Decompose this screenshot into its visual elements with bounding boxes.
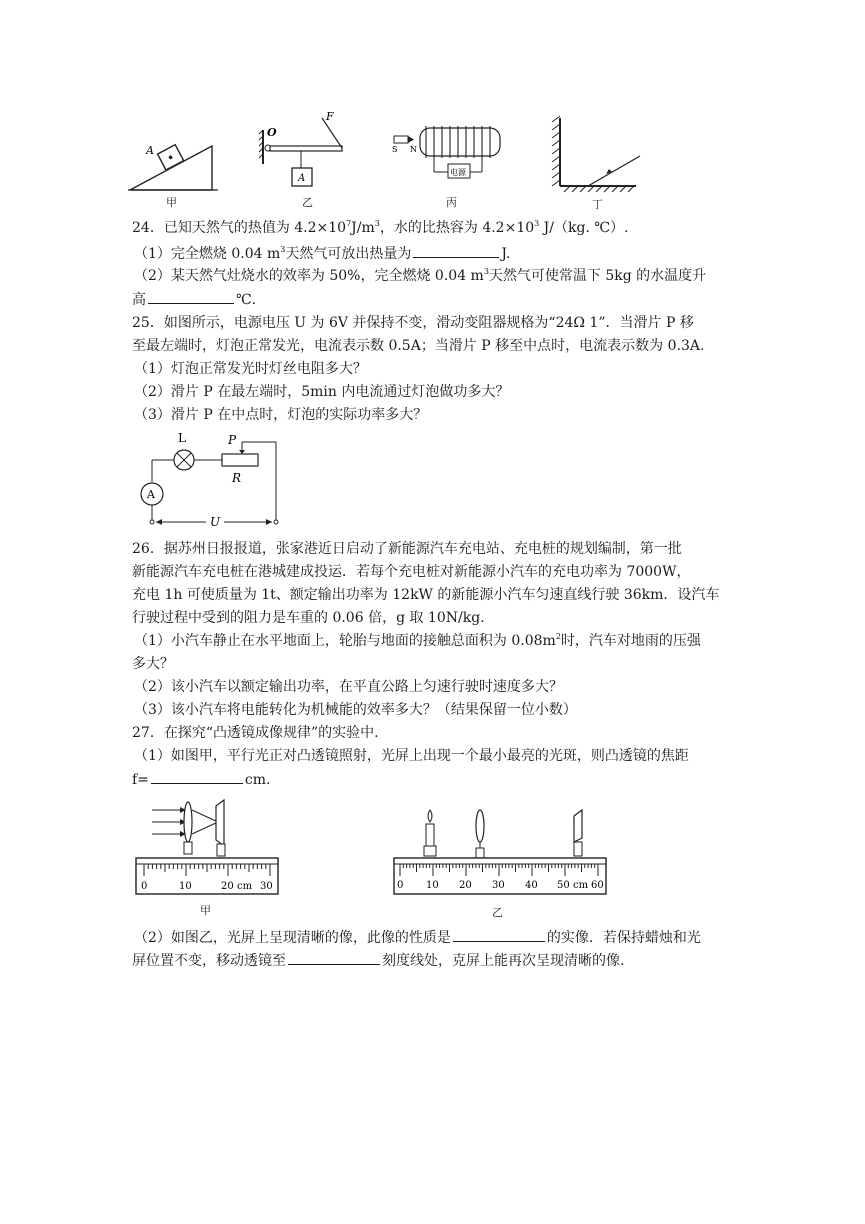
q26-line4: 行驶过程中受到的阻力是车重的 0.06 倍，g 取 10N/kg.	[132, 610, 485, 626]
force-label: F	[326, 110, 334, 123]
q26-part1-cont: 多大？	[132, 656, 174, 672]
caption-bing: 丙	[446, 196, 457, 209]
q27-part2: （2）如图乙，光屏上呈现清晰的像，此像的性质是 的实像．若保持蜡烛和光	[134, 927, 701, 948]
slider-label: P	[228, 433, 237, 447]
ruler-unit: cm	[573, 880, 589, 891]
optical-bench-diagram	[392, 808, 608, 900]
ruler-tick: 0	[397, 880, 404, 891]
q27-stem: 27．在探究“凸透镜成像规律”的实验中.	[132, 725, 379, 741]
q25-line1: 25．如图所示，电源电压 U 为 6V 并保持不变，滑动变阻器规格为“24Ω 1”．当滑片 P 移	[132, 315, 694, 331]
q25-circuit-figure	[134, 428, 294, 532]
q26-part1: （1）小汽车静止在水平地面上，轮胎与地面的接触总面积为 $0.08m^2$时，汽车对地雨的压强	[134, 632, 701, 649]
lamp-label: L	[178, 431, 186, 445]
q25-part2: （2）滑片 P 在最左端时，5min 内电流通过灯泡做功多大？	[134, 384, 510, 400]
q26-part2: （2）该小汽车以额定输出功率，在平直公路上匀速行驶时速度多大？	[134, 679, 563, 695]
ruler-tick: 20	[459, 880, 472, 891]
q27-part1: （1）如图甲，平行光正对凸透镜照射，光屏上出现一个最小最亮的光斑，则凸透镜的焦距	[134, 748, 689, 764]
q27-figure-jia	[134, 796, 280, 920]
circuit-diagram	[134, 428, 294, 532]
weight-label: A	[298, 173, 306, 184]
figure-incline-jia	[128, 112, 220, 212]
answer-blank[interactable]	[288, 950, 380, 965]
caption-ding: 丁	[592, 198, 603, 211]
caption-yi: 乙	[302, 196, 313, 209]
answer-blank[interactable]	[151, 769, 243, 784]
answer-blank[interactable]	[148, 289, 234, 304]
q26-part3: （3）该小汽车将电能转化为机械能的效率多大？（结果保留一位小数）	[134, 702, 577, 718]
q24-part1: （1）完全燃烧 0.04 $m^3$天然气可放出热量为 J.	[134, 245, 511, 262]
block-label: A	[146, 144, 154, 157]
figure-solenoid-bing	[390, 110, 510, 212]
focal-length-diagram	[134, 796, 280, 900]
caption-q27-jia: 甲	[200, 904, 211, 917]
q25-line2: 至最左端时，灯泡正常发光，电流表示数 0.5A；当滑片 P 移至中点时，电流表示数为 0.3A.	[132, 338, 705, 354]
ruler-tick: 30	[260, 881, 273, 892]
ruler-tick: 10	[179, 881, 192, 892]
q24-part2: （2）某天然气灶烧水的效率为 50%，完全燃烧 0.04 $m^3$天然气可使常温下 5kg 的水温度升	[134, 267, 707, 284]
ruler-tick: 30	[492, 880, 505, 891]
q26-line3: 充电 1h 可使质量为 1t、额定输出功率为 12kW 的新能源小汽车匀速直线行驶 36km．设汽车	[132, 587, 720, 603]
ammeter-label: A	[147, 488, 155, 501]
voltage-label: U	[210, 515, 221, 529]
answer-blank[interactable]	[413, 243, 499, 258]
q24-stem: 24．已知天然气的热值为 $4.2\times 10^7J/m^3$，水的比热容为 $4.2\times 10^3$ J/（kg. ℃）.	[132, 219, 629, 236]
ruler-unit: cm	[237, 881, 253, 892]
q26-line1: 26．据苏州日报报道，张家港近日启动了新能源汽车充电站、充电桩的规划编制，第一批	[132, 541, 682, 557]
q27-figure-yi	[392, 808, 608, 920]
answer-blank[interactable]	[453, 927, 545, 942]
power-box-label: 电源	[450, 168, 466, 177]
q25-part1: （1）灯泡正常发光时灯丝电阻多大？	[134, 361, 367, 377]
figure-lever-yi	[258, 108, 354, 212]
q27-part2-cont: 屏位置不变，移动透镜至 刻度线处，克屏上能再次呈现清晰的像.	[132, 950, 624, 971]
caption-jia: 甲	[166, 196, 177, 209]
pole-n: N	[410, 145, 417, 154]
ruler-tick: 10	[426, 880, 439, 891]
resistor-label: R	[232, 471, 242, 485]
q26-line2: 新能源汽车充电桩在港城建成投运．若每个充电桩对新能源小汽车的充电功率为 7000W，	[132, 564, 691, 580]
pole-s: S	[392, 145, 398, 154]
mirror-diagram	[548, 114, 648, 194]
lever-diagram	[258, 108, 354, 208]
ruler-tick: 50	[557, 880, 570, 891]
q27-part1-cont: f= cm.	[132, 769, 271, 790]
q25-part3: （3）滑片 P 在中点时，灯泡的实际功率多大？	[134, 407, 428, 423]
q24-part2-cont: 高 ℃.	[132, 289, 256, 310]
caption-q27-yi: 乙	[492, 906, 503, 919]
ruler-tick: 0	[141, 881, 148, 892]
ruler-tick: 20	[221, 881, 234, 892]
pivot-label: O	[267, 126, 277, 139]
ruler-tick: 40	[525, 880, 538, 891]
ruler-tick: 60	[591, 880, 604, 891]
figure-mirror-ding	[548, 114, 648, 212]
